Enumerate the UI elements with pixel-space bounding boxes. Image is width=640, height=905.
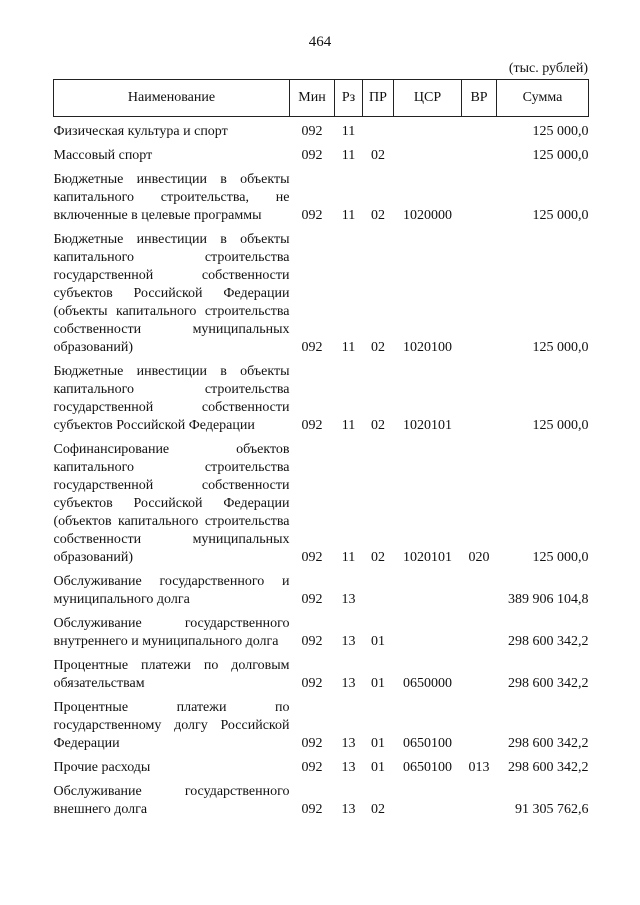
- header-csr: ЦСР: [394, 80, 462, 117]
- cell-rz: 11: [341, 208, 356, 223]
- cell-rz: 13: [341, 634, 356, 649]
- header-vr: ВР: [462, 80, 497, 117]
- cell-vr: [462, 567, 497, 609]
- cell-name: Бюджетные инвестиции в объекты капитального строительства государственной собственности субъектов Российской Федерации (объекты капитального строительства собственности муниципальных образований): [53, 232, 290, 355]
- cell-rz: 13: [341, 802, 356, 817]
- cell-rz: 13: [341, 760, 356, 775]
- cell-csr: 1020101: [403, 550, 452, 565]
- cell-pr: 01: [371, 736, 385, 751]
- cell-csr: [394, 609, 462, 651]
- cell-rz: 13: [341, 736, 356, 751]
- units-label: (тыс. рублей): [508, 61, 588, 76]
- cell-name: Обслуживание государственного внутреннего и муниципального долга: [53, 616, 290, 649]
- cell-csr: 1020100: [403, 340, 452, 355]
- header-sum: Сумма: [497, 80, 589, 117]
- cell-csr: [394, 567, 462, 609]
- cell-pr: [363, 567, 394, 609]
- table-row: [54, 567, 589, 609]
- cell-name: Бюджетные инвестиции в объекты капитального строительства государственной собственности субъектов Российской Федерации: [53, 364, 290, 433]
- cell-vr: [462, 357, 497, 435]
- cell-vr: [462, 141, 497, 165]
- cell-csr: [394, 777, 462, 819]
- cell-pr: 02: [371, 340, 385, 355]
- cell-min: 092: [301, 736, 323, 751]
- cell-name: Софинансирование объектов капитального строительства государственной собственности субъектов Российской Федерации (объектов капитального строительства собственности муниципальных образований): [53, 442, 290, 565]
- header-rz: Рз: [335, 80, 363, 117]
- table-row: [54, 357, 589, 435]
- cell-rz: 13: [341, 592, 356, 607]
- cell-rz: 11: [341, 418, 356, 433]
- cell-csr: 1020000: [403, 208, 452, 223]
- table-body: [54, 117, 589, 820]
- cell-vr: [462, 225, 497, 357]
- cell-name: Бюджетные инвестиции в объекты капитального строительства, не включенные в целевые программы: [53, 172, 290, 223]
- cell-name: Массовый спорт: [53, 148, 153, 163]
- cell-pr: 01: [371, 676, 385, 691]
- cell-pr: 02: [371, 550, 385, 565]
- cell-sum: 125 000,0: [532, 550, 589, 565]
- cell-vr: [462, 693, 497, 753]
- cell-csr: 1020101: [403, 418, 452, 433]
- table-row: [54, 693, 589, 753]
- cell-sum: 389 906 104,8: [508, 592, 589, 607]
- header-min: Мин: [290, 80, 335, 117]
- cell-csr: 0650100: [403, 760, 452, 775]
- table-row: [54, 141, 589, 165]
- cell-min: 092: [301, 634, 323, 649]
- table-header-row: [54, 80, 589, 117]
- cell-name: Процентные платежи по государственному долгу Российской Федерации: [53, 700, 290, 751]
- cell-name: Обслуживание государственного внешнего долга: [53, 784, 290, 817]
- cell-name: Обслуживание государственного и муниципального долга: [53, 574, 290, 607]
- cell-min: 092: [301, 208, 323, 223]
- cell-pr: 01: [371, 634, 385, 649]
- cell-pr: 02: [371, 418, 385, 433]
- cell-csr: 0650000: [403, 676, 452, 691]
- header-pr: ПР: [363, 80, 394, 117]
- cell-rz: 11: [341, 550, 356, 565]
- cell-sum: 125 000,0: [532, 148, 589, 163]
- cell-vr: [462, 165, 497, 225]
- cell-vr: [462, 117, 497, 142]
- cell-rz: 13: [341, 676, 356, 691]
- cell-sum: 298 600 342,2: [508, 760, 589, 775]
- cell-sum: 125 000,0: [532, 124, 589, 139]
- cell-csr: [394, 141, 462, 165]
- cell-min: 092: [301, 592, 323, 607]
- cell-min: 092: [301, 340, 323, 355]
- table-row: [54, 651, 589, 693]
- cell-name: Процентные платежи по долговым обязательствам: [53, 658, 290, 691]
- cell-rz: 11: [341, 148, 356, 163]
- cell-csr: [394, 117, 462, 142]
- table-row: [54, 435, 589, 567]
- cell-name: Прочие расходы: [53, 760, 151, 775]
- cell-name: Физическая культура и спорт: [53, 124, 228, 139]
- cell-pr: 02: [371, 148, 385, 163]
- cell-sum: 298 600 342,2: [508, 736, 589, 751]
- budget-table: [53, 79, 589, 819]
- cell-sum: 125 000,0: [532, 418, 589, 433]
- table-row: [54, 777, 589, 819]
- cell-vr: [462, 609, 497, 651]
- cell-sum: 298 600 342,2: [508, 676, 589, 691]
- cell-min: 092: [301, 760, 323, 775]
- cell-pr: 02: [371, 802, 385, 817]
- cell-min: 092: [301, 676, 323, 691]
- cell-csr: 0650100: [403, 736, 452, 751]
- cell-rz: 11: [341, 340, 356, 355]
- cell-pr: [363, 117, 394, 142]
- cell-min: 092: [301, 124, 323, 139]
- page-number: 464: [308, 34, 332, 50]
- table-row: [54, 609, 589, 651]
- table-row: [54, 117, 589, 142]
- table-row: [54, 225, 589, 357]
- cell-sum: 91 305 762,6: [515, 802, 589, 817]
- cell-sum: 125 000,0: [532, 340, 589, 355]
- cell-pr: 01: [371, 760, 385, 775]
- cell-min: 092: [301, 550, 323, 565]
- cell-vr: [462, 777, 497, 819]
- table-row: [54, 753, 589, 777]
- cell-min: 092: [301, 802, 323, 817]
- cell-vr: 020: [468, 550, 490, 565]
- cell-vr: 013: [468, 760, 490, 775]
- cell-min: 092: [301, 148, 323, 163]
- cell-sum: 298 600 342,2: [508, 634, 589, 649]
- cell-pr: 02: [371, 208, 385, 223]
- cell-rz: 11: [341, 124, 356, 139]
- cell-sum: 125 000,0: [532, 208, 589, 223]
- cell-min: 092: [301, 418, 323, 433]
- header-name: Наименование: [54, 80, 290, 117]
- cell-vr: [462, 651, 497, 693]
- table-row: [54, 165, 589, 225]
